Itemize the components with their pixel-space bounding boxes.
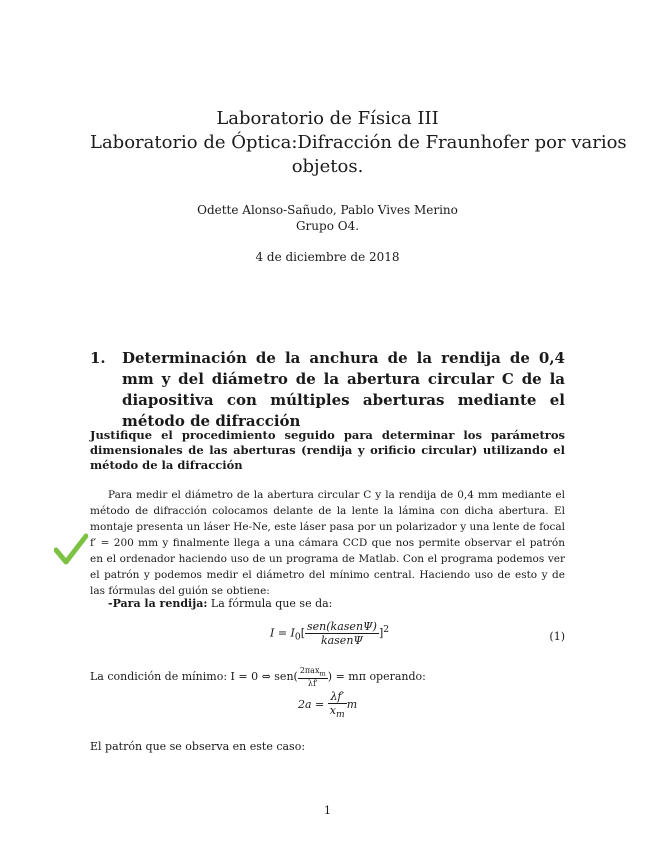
eq1-lhs: I = I xyxy=(270,626,295,640)
document-title xyxy=(90,107,627,179)
eq2-numerator: λf′ xyxy=(328,690,347,704)
checkmark-icon xyxy=(54,532,88,566)
minimo-fnum: 2πax xyxy=(299,666,320,675)
eq1-power: 2 xyxy=(383,623,390,635)
minimo-fnum-sub: m xyxy=(319,669,326,678)
eq2-denominator: x xyxy=(329,704,336,717)
eq1-denominator: kasenΨ xyxy=(320,634,364,647)
section-heading xyxy=(90,348,565,432)
pattern-text: El patrón que se observa en este caso: xyxy=(90,740,306,753)
section-title: Determinación de la anchura de la rendija de 0,4 mm y del diámetro de la abertura circular C de la diapositiva con múltiples aberturas mediante el método de difracción xyxy=(122,349,565,430)
equation-1: $I = I_0$[ $\frac{\text{sen(kasenΨ)}}{\text{kasenΨ}}$ ]$^2$ xyxy=(270,620,390,647)
group-label: Grupo O4. xyxy=(295,219,360,233)
minimo-post: ) = mπ operando: xyxy=(327,669,426,683)
eq1-fraction xyxy=(305,620,379,647)
author-names: Odette Alonso-Sañudo, Pablo Vives Merino xyxy=(197,203,458,217)
eq1-numerator: sen(kasenΨ) xyxy=(307,620,377,633)
eq1-subscript: 0 xyxy=(294,631,301,643)
body-paragraph xyxy=(90,487,565,599)
title-line-1: Laboratorio de Física III xyxy=(216,108,439,129)
eq2-rhs: m xyxy=(346,698,358,712)
eq2-lhs: 2a = xyxy=(298,698,325,712)
minimum-condition xyxy=(90,666,426,688)
eq2-fraction xyxy=(328,690,347,720)
subsection-heading: Justifique el procedimiento seguido para determinar los parámetros dimensionales de las aberturas (rendija y orificio circular) utilizando el método de la difracción xyxy=(90,428,565,472)
document-date: 4 de diciembre de 2018 xyxy=(255,250,400,264)
title-line-2: Laboratorio de Óptica:Difracción de Fraunhofer por varios xyxy=(90,132,627,153)
paragraph-text: Para medir el diámetro de la abertura circular C y la rendija de 0,4 mm mediante el método de difracción colocamos delante de la lente la lámina con dicha abertura. El montaje presenta un láser He-Ne, este láser pasa por un polarizador y una lente de focal f′ = 200 mm y finalmente llega a una cámara CCD que nos permite observar el patrón en el ordenador haciendo uso de un programa de Matlab. Con el programa podemos ver el patrón y podemos medir el diámetro del mínimo central. Haciendo uso de esto y de las fórmulas del guión se obtiene: xyxy=(90,489,565,597)
minimo-fraction xyxy=(298,666,328,688)
section-number: 1. xyxy=(90,349,106,367)
rendija-text: La fórmula que se da: xyxy=(210,597,333,610)
title-line-3: objetos. xyxy=(291,156,364,177)
page-number: 1 xyxy=(324,804,331,817)
authors-block xyxy=(90,202,565,234)
rendija-line xyxy=(108,597,332,610)
eq2-denominator-sub: m xyxy=(336,709,345,721)
minimo-fden: λf′ xyxy=(307,678,318,688)
rendija-label: -Para la rendija: xyxy=(108,597,208,610)
equation-2 xyxy=(298,690,357,720)
equation-number: (1) xyxy=(549,630,565,643)
minimo-pre: La condición de mínimo: I = 0 ⇔ sen( xyxy=(90,669,298,683)
